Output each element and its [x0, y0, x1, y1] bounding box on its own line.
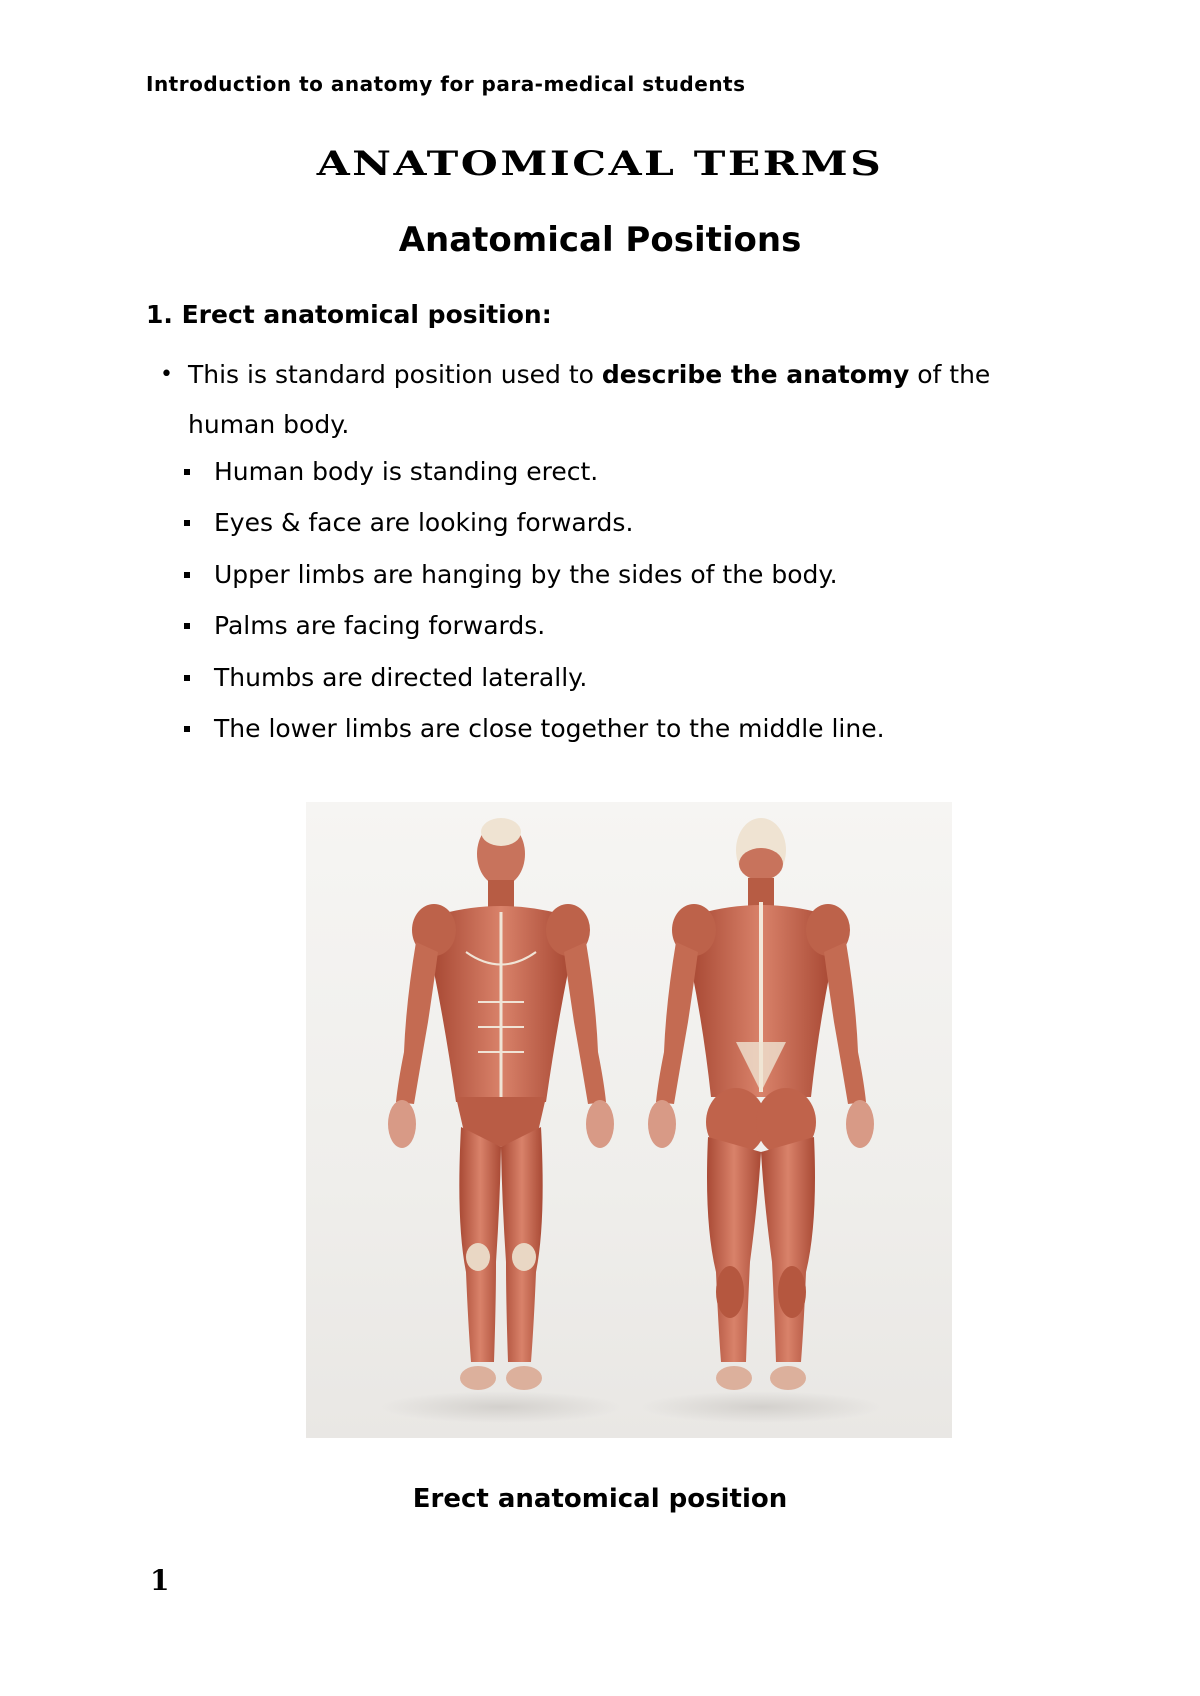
square-bullet-icon [184, 520, 190, 526]
anatomy-figure [306, 802, 952, 1438]
subsection-heading: 1. Erect anatomical position: [146, 300, 552, 329]
page-title: ANATOMICAL TERMS [316, 144, 884, 184]
running-header: Introduction to anatomy for para-medical students [146, 72, 746, 96]
muscle-body-illustration [306, 802, 952, 1438]
list-item: Eyes & face are looking forwards. [182, 503, 885, 554]
square-bullet-icon [184, 572, 190, 578]
list-item: Palms are facing forwards. [182, 606, 885, 657]
page-number: 1 [150, 1564, 170, 1597]
bullet-text-after: of the human body. [188, 360, 991, 439]
list-item: Human body is standing erect. [182, 452, 885, 503]
back-view-figure [648, 818, 874, 1390]
list-item: The lower limbs are close together to the middle line. [182, 709, 885, 760]
list-item: Thumbs are directed laterally. [182, 658, 885, 709]
bullet-text-before: This is standard position used to [188, 360, 602, 389]
front-view-figure [388, 818, 614, 1390]
bullet-dot-icon: • [160, 362, 173, 387]
main-bullet-text [160, 350, 1020, 450]
figure-caption: Erect anatomical position [412, 1484, 788, 1514]
position-points-list [182, 452, 885, 760]
square-bullet-icon [184, 623, 190, 629]
square-bullet-icon [184, 675, 190, 681]
square-bullet-icon [184, 726, 190, 732]
list-item: Upper limbs are hanging by the sides of the body. [182, 555, 885, 606]
square-bullet-icon [184, 469, 190, 475]
section-title: Anatomical Positions [398, 220, 802, 260]
main-bullet [160, 350, 1020, 450]
bullet-text-bold: describe the anatomy [601, 360, 910, 389]
